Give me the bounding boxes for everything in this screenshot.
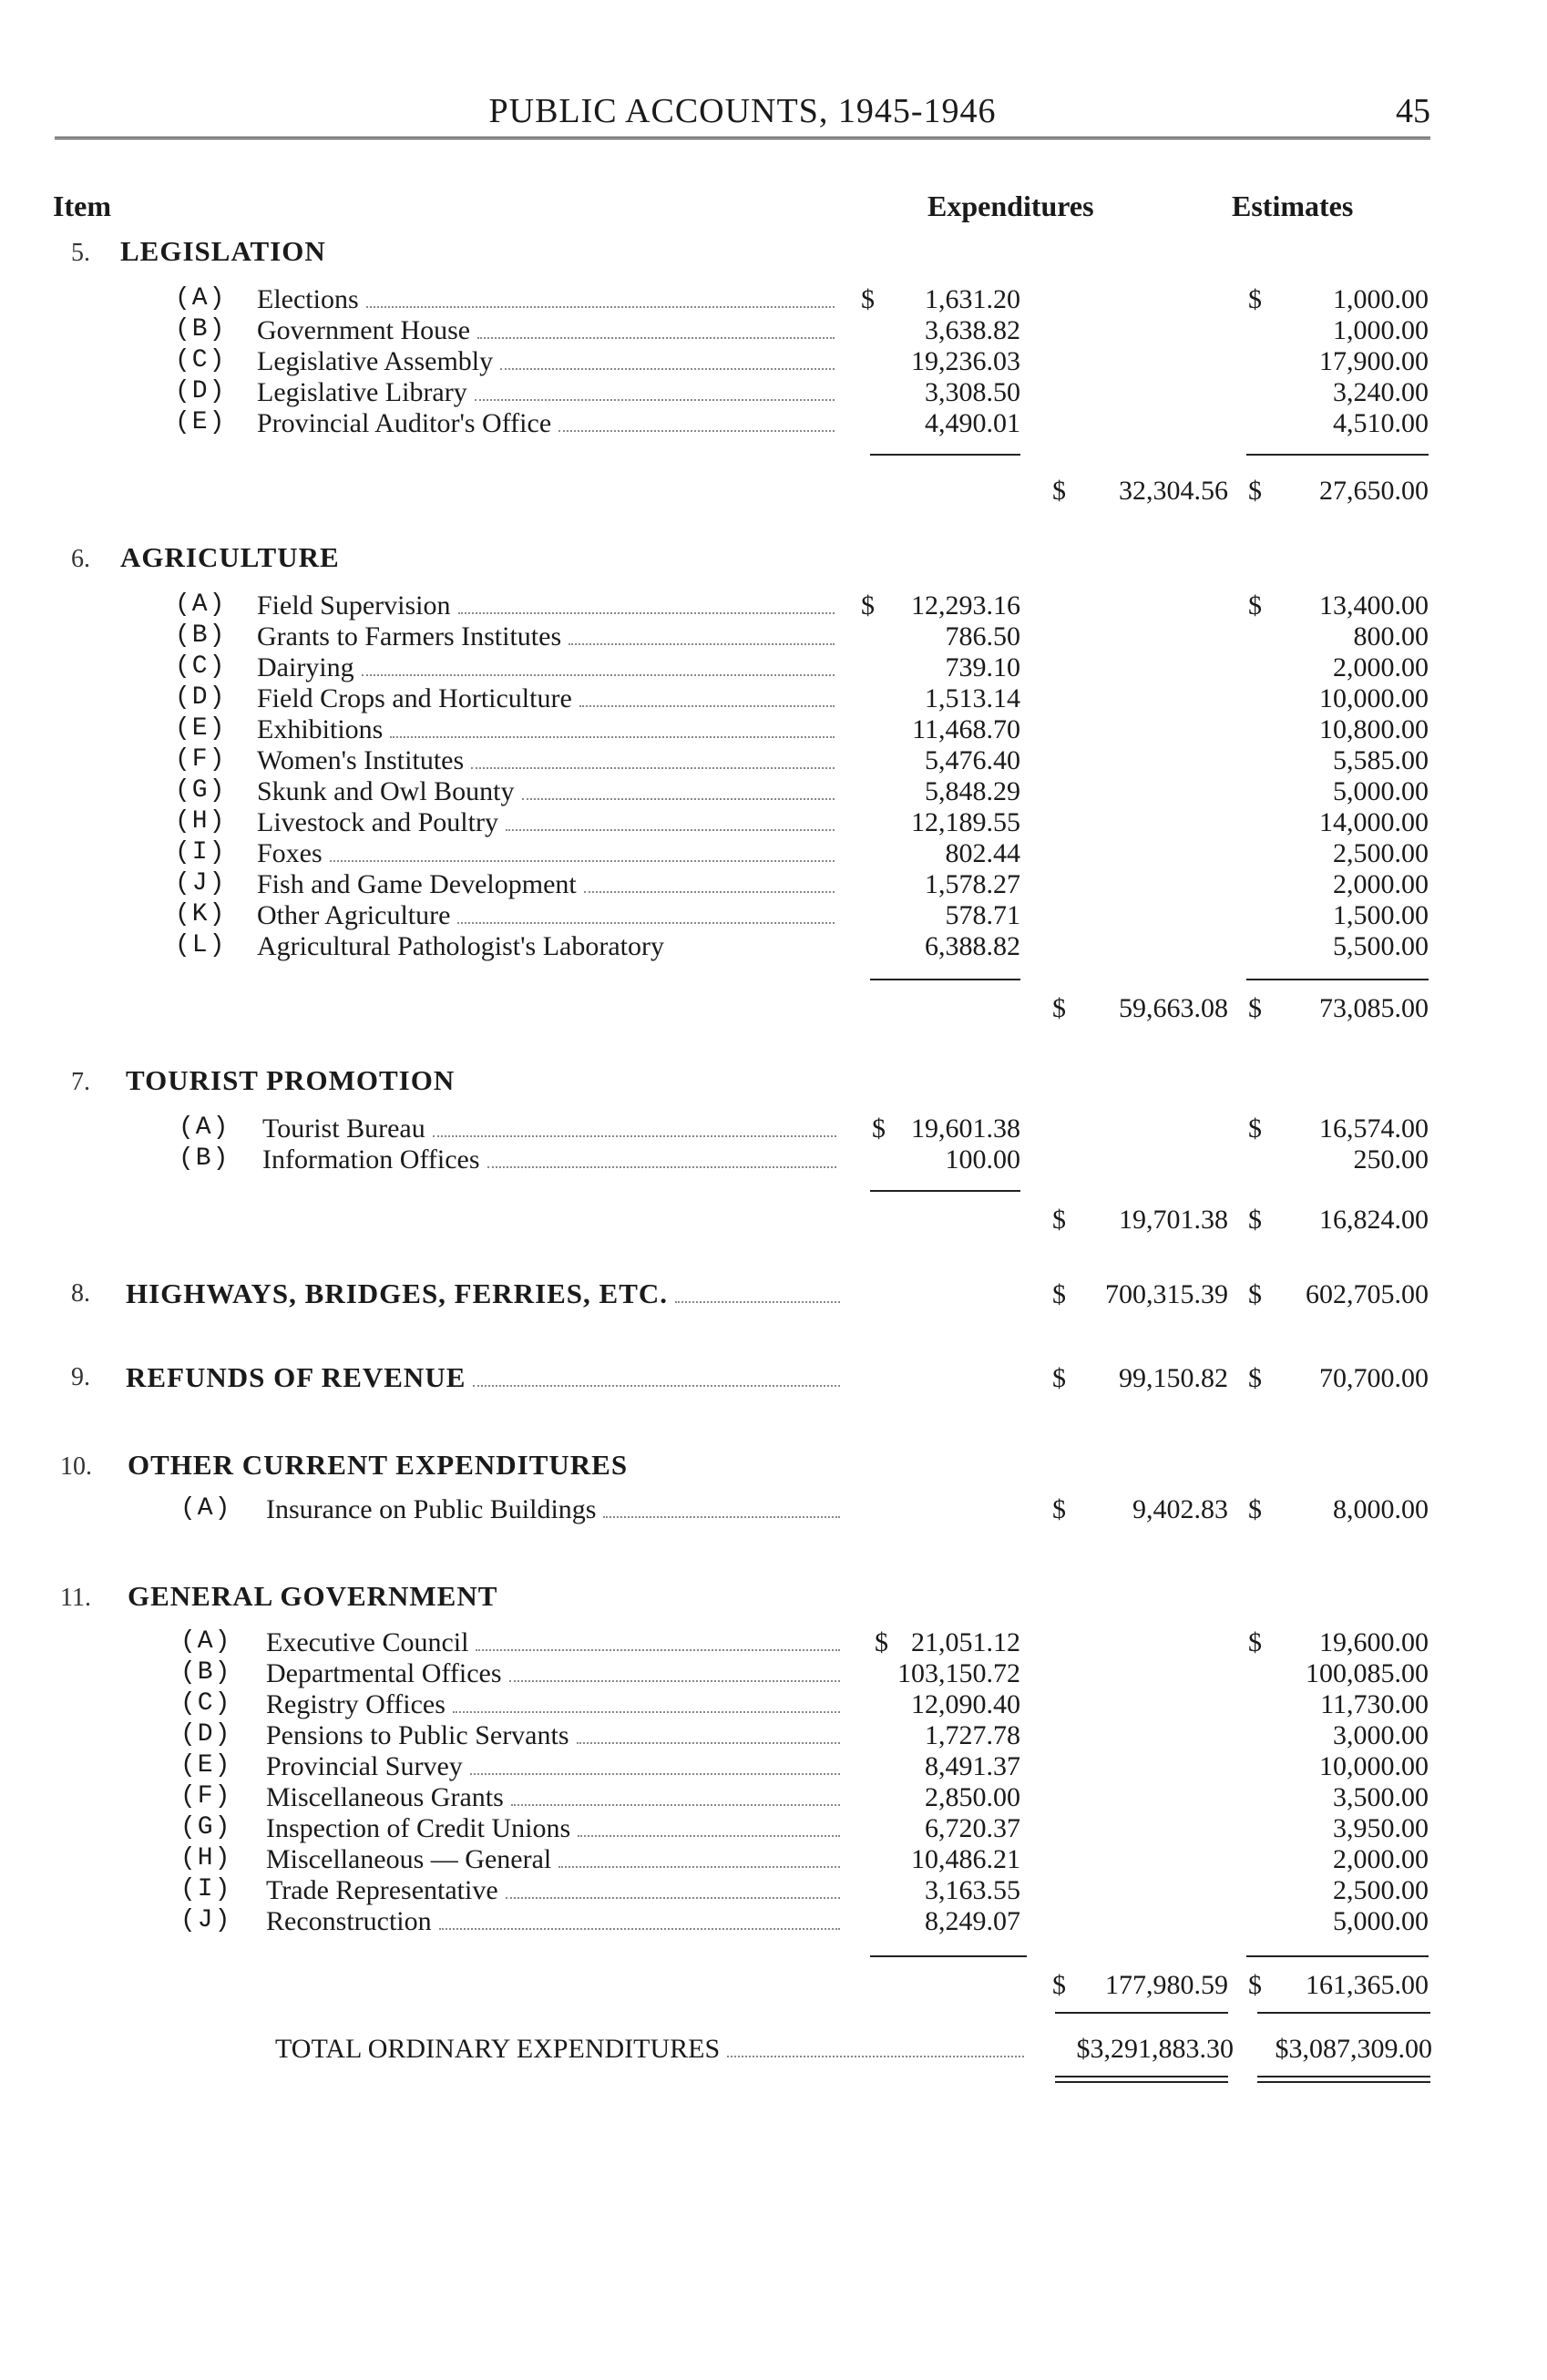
expenditure-value: 739.10 [945, 652, 1020, 682]
section-title: GENERAL GOVERNMENT [128, 1580, 498, 1612]
dollar-sign: $ [1248, 1494, 1262, 1524]
expenditure-value: 100.00 [945, 1144, 1020, 1175]
grand-total-label: TOTAL ORDINARY EXPENDITURES [275, 2034, 1030, 2065]
section-number: 10. [60, 1452, 92, 1481]
subtotal-rule [870, 979, 1020, 980]
expenditure-value: 1,631.20 [925, 284, 1020, 314]
section-total-amounts [0, 1363, 1547, 1394]
table-row [0, 931, 1547, 962]
dollar-sign: $ [1052, 476, 1066, 506]
section-total-estimate: 161,365.00 [1306, 1970, 1429, 2000]
section-total-estimate: 73,085.00 [1319, 993, 1429, 1023]
section-number: 11. [60, 1584, 91, 1612]
estimate-value: 2,500.00 [1333, 838, 1429, 868]
section-title: REFUNDS OF REVENUE [126, 1361, 845, 1394]
estimate-value: 13,400.00 [1319, 590, 1429, 621]
expenditure-value: 1,727.78 [925, 1720, 1020, 1750]
subtotal-rule [1055, 2012, 1228, 2014]
section-total-estimate: 8,000.00 [1333, 1494, 1429, 1524]
expenditure-value: 3,308.50 [925, 377, 1020, 407]
expenditure-value: 1,513.14 [925, 683, 1020, 713]
dollar-sign: $ [1052, 1205, 1066, 1235]
page-title: PUBLIC ACCOUNTS, 1945-1946 [488, 92, 997, 130]
row-label: Information Offices [262, 1144, 842, 1175]
estimate-value: 2,000.00 [1333, 652, 1429, 682]
row-label: Foxes [257, 838, 840, 869]
section-total-estimate: 16,824.00 [1319, 1205, 1429, 1235]
row-letter: (I) [175, 838, 227, 867]
row-letter: (C) [180, 1689, 232, 1718]
dollar-sign: $ [1248, 284, 1262, 314]
expenditure-value: 5,848.29 [925, 776, 1020, 806]
section-title: LEGISLATION [120, 235, 326, 267]
section-title: AGRICULTURE [120, 541, 340, 573]
page-number: 45 [1396, 92, 1430, 130]
table-row [0, 838, 1547, 869]
row-label: Elections [257, 284, 840, 315]
subtotal-rule [1246, 1955, 1429, 1957]
row-label: Government House [257, 315, 840, 346]
table-row [0, 315, 1547, 346]
expenditure-value: 21,051.12 [911, 1627, 1020, 1657]
row-letter: (A) [180, 1627, 232, 1656]
table-row [0, 1906, 1547, 1937]
row-letter: (B) [175, 621, 227, 650]
section-title: HIGHWAYS, BRIDGES, FERRIES, ETC. [126, 1277, 845, 1310]
grand-total-amounts [0, 2034, 1547, 2065]
section-total-estimate: 70,700.00 [1319, 1363, 1429, 1393]
table-row [0, 408, 1547, 439]
row-label: Grants to Farmers Institutes [257, 621, 840, 652]
dollar-sign: $ [861, 284, 875, 314]
dollar-sign: $ [1248, 1113, 1262, 1144]
table-row [0, 1844, 1547, 1875]
row-letter: (A) [180, 1494, 232, 1523]
row-letter: (C) [175, 652, 227, 681]
section-number: 8. [71, 1279, 90, 1308]
row-letter: (B) [179, 1144, 231, 1173]
row-label: Registry Offices [266, 1689, 845, 1720]
table-row [0, 1782, 1547, 1813]
estimate-value: 16,574.00 [1319, 1113, 1429, 1144]
dollar-sign: $ [1248, 476, 1262, 506]
estimate-value: 1,000.00 [1333, 315, 1429, 345]
expenditure-value: 12,189.55 [911, 807, 1020, 837]
estimate-value: 2,000.00 [1333, 1844, 1429, 1874]
dollar-sign: $ [1052, 1970, 1066, 2000]
section-total-row [0, 1970, 1547, 2001]
row-label: Miscellaneous Grants [266, 1782, 845, 1813]
expenditure-value: 578.71 [945, 900, 1020, 930]
table-row [0, 621, 1547, 652]
row-letter: (E) [175, 714, 227, 743]
expenditure-value: 1,578.27 [925, 869, 1020, 899]
expenditure-value: 10,486.21 [911, 1844, 1020, 1874]
estimate-value: 17,900.00 [1319, 346, 1429, 376]
subtotal-rule [870, 1190, 1020, 1192]
estimate-value: 10,800.00 [1319, 714, 1429, 744]
dollar-sign: $ [872, 1113, 886, 1144]
expenditure-value: 19,601.38 [911, 1113, 1020, 1144]
expenditure-value: 11,468.70 [912, 714, 1020, 744]
expenditure-value: 3,163.55 [925, 1875, 1020, 1905]
section-total-expenditure: 177,980.59 [1105, 1970, 1228, 2000]
row-label: Other Agriculture [257, 900, 840, 931]
row-label: Women's Institutes [257, 745, 840, 776]
row-label: Insurance on Public Buildings [266, 1494, 845, 1525]
expenditure-value: 8,249.07 [925, 1906, 1020, 1936]
row-label: Tourist Bureau [262, 1113, 842, 1144]
section-title: OTHER CURRENT EXPENDITURES [128, 1449, 629, 1481]
row-label: Executive Council [266, 1627, 845, 1658]
row-label: Provincial Survey [266, 1751, 845, 1782]
section-total-estimate: 602,705.00 [1306, 1279, 1429, 1309]
row-letter: (J) [175, 869, 227, 898]
row-label: Miscellaneous — General [266, 1844, 845, 1875]
table-row [0, 1875, 1547, 1906]
section-total-row [0, 476, 1547, 507]
row-letter: (E) [180, 1751, 232, 1780]
section-number: 7. [71, 1068, 90, 1096]
subtotal-rule [1246, 454, 1429, 456]
section-total-amounts [0, 1494, 1547, 1525]
table-row [0, 1720, 1547, 1751]
estimate-value: 5,500.00 [1333, 931, 1429, 961]
expenditure-value: 103,150.72 [897, 1658, 1020, 1688]
estimate-value: 4,510.00 [1333, 408, 1429, 438]
expenditure-value: 6,720.37 [925, 1813, 1020, 1843]
estimate-value: 3,950.00 [1333, 1813, 1429, 1843]
section-total-expenditure: 32,304.56 [1119, 476, 1228, 506]
row-label: Departmental Offices [266, 1658, 845, 1689]
table-row [0, 807, 1547, 838]
section-number: 9. [71, 1363, 90, 1391]
table-row [0, 714, 1547, 745]
estimate-value: 1,500.00 [1333, 900, 1429, 930]
row-label: Reconstruction [266, 1906, 845, 1937]
expenditure-value: 8,491.37 [925, 1751, 1020, 1781]
table-row [0, 377, 1547, 408]
table-row [0, 284, 1547, 315]
dollar-sign: $ [875, 1627, 888, 1657]
estimate-value: 5,000.00 [1333, 776, 1429, 806]
grand-total-estimate: $3,087,309.00 [1275, 2034, 1432, 2064]
expenditure-value: 6,388.82 [925, 931, 1020, 961]
grand-total-expenditure: $3,291,883.30 [1076, 2034, 1234, 2064]
table-row [0, 652, 1547, 683]
row-label: Dairying [257, 652, 840, 683]
estimate-value: 3,240.00 [1333, 377, 1429, 407]
row-label: Provincial Auditor's Office [257, 408, 840, 439]
estimate-value: 3,500.00 [1333, 1782, 1429, 1812]
section-total-expenditure: 19,701.38 [1119, 1205, 1228, 1235]
section-total-expenditure: 59,663.08 [1119, 993, 1228, 1023]
estimate-value: 10,000.00 [1319, 683, 1429, 713]
row-letter: (F) [175, 745, 227, 774]
table-row [0, 1113, 1547, 1144]
expenditure-value: 802.44 [945, 838, 1020, 868]
estimate-value: 5,000.00 [1333, 1906, 1429, 1936]
row-label: Legislative Assembly [257, 346, 840, 377]
estimate-value: 14,000.00 [1319, 807, 1429, 837]
dollar-sign: $ [1248, 1627, 1262, 1657]
estimate-value: 3,000.00 [1333, 1720, 1429, 1750]
row-letter: (F) [180, 1782, 232, 1811]
estimate-value: 2,000.00 [1333, 869, 1429, 899]
expenditure-value: 2,850.00 [925, 1782, 1020, 1812]
grand-total-double-rule [1055, 2076, 1228, 2083]
row-label: Field Crops and Horticulture [257, 683, 840, 714]
table-row [0, 900, 1547, 931]
row-letter: (A) [175, 284, 227, 313]
row-letter: (D) [180, 1720, 232, 1749]
expenditure-value: 786.50 [945, 621, 1020, 651]
dollar-sign: $ [1248, 590, 1262, 621]
section-number: 5. [71, 239, 90, 267]
estimate-value: 2,500.00 [1333, 1875, 1429, 1905]
estimate-value: 19,600.00 [1319, 1627, 1429, 1657]
dollar-sign: $ [1248, 1970, 1262, 2000]
section-number: 6. [71, 545, 90, 573]
row-label: Livestock and Poultry [257, 807, 840, 838]
table-row [0, 1751, 1547, 1782]
expenditure-value: 19,236.03 [911, 346, 1020, 376]
section-total-row [0, 993, 1547, 1024]
section-total-amounts [0, 1279, 1547, 1310]
row-letter: (D) [175, 683, 227, 712]
section-total-expenditure: 700,315.39 [1105, 1279, 1228, 1309]
row-label: Agricultural Pathologist's Laboratory [257, 931, 664, 961]
expenditure-value: 12,090.40 [911, 1689, 1020, 1719]
dollar-sign: $ [1052, 1363, 1066, 1393]
section-total-expenditure: 99,150.82 [1119, 1363, 1228, 1393]
expenditure-value: 12,293.16 [911, 590, 1020, 621]
row-letter: (G) [175, 776, 227, 805]
row-letter: (A) [179, 1113, 231, 1142]
subtotal-rule [870, 1955, 1027, 1957]
estimate-value: 250.00 [1353, 1144, 1429, 1175]
table-row [0, 1144, 1547, 1175]
column-header-expenditures: Expenditures [927, 190, 1094, 222]
estimate-value: 5,585.00 [1333, 745, 1429, 775]
dollar-sign: $ [1248, 993, 1262, 1023]
row-letter: (B) [180, 1658, 232, 1687]
row-label: Legislative Library [257, 377, 840, 408]
column-header-estimates: Estimates [1232, 190, 1354, 222]
row-letter: (K) [175, 900, 227, 928]
table-row [0, 683, 1547, 714]
estimate-value: 800.00 [1353, 621, 1429, 651]
table-row [0, 1658, 1547, 1689]
table-row [0, 776, 1547, 807]
section-title: TOURIST PROMOTION [126, 1064, 456, 1096]
estimate-value: 10,000.00 [1319, 1751, 1429, 1781]
grand-total-double-rule [1257, 2076, 1430, 2083]
subtotal-rule [870, 454, 1020, 456]
row-letter: (H) [180, 1844, 232, 1872]
row-letter: (C) [175, 346, 227, 374]
row-letter: (E) [175, 408, 227, 436]
row-letter: (J) [180, 1906, 232, 1934]
dollar-sign: $ [1052, 1494, 1066, 1524]
row-label: Skunk and Owl Bounty [257, 776, 840, 807]
estimate-value: 100,085.00 [1306, 1658, 1429, 1688]
estimate-value: 1,000.00 [1333, 284, 1429, 314]
row-letter: (B) [175, 315, 227, 344]
table-row [0, 1689, 1547, 1720]
row-letter: (G) [180, 1813, 232, 1841]
row-letter: (I) [180, 1875, 232, 1903]
table-row [0, 590, 1547, 621]
table-row [0, 745, 1547, 776]
section-total-expenditure: 9,402.83 [1132, 1494, 1228, 1524]
dollar-sign: $ [861, 590, 875, 621]
page-header [55, 91, 1430, 139]
table-row [0, 1627, 1547, 1658]
dollar-sign: $ [1248, 1205, 1262, 1235]
column-header-item: Item [53, 190, 111, 222]
row-letter: (H) [175, 807, 227, 836]
row-label: Exhibitions [257, 714, 840, 745]
row-letter: (D) [175, 377, 227, 405]
dollar-sign: $ [1248, 1363, 1262, 1393]
row-label: Field Supervision [257, 590, 840, 621]
table-row [0, 869, 1547, 900]
row-label: Trade Representative [266, 1875, 845, 1906]
row-label: Inspection of Credit Unions [266, 1813, 845, 1844]
row-letter: (L) [175, 931, 227, 959]
dollar-sign: $ [1052, 993, 1066, 1023]
dollar-sign: $ [1248, 1279, 1262, 1309]
dollar-sign: $ [1052, 1279, 1066, 1309]
expenditure-value: 4,490.01 [925, 408, 1020, 438]
section-total-row [0, 1205, 1547, 1236]
estimate-value: 11,730.00 [1320, 1689, 1429, 1719]
expenditure-value: 3,638.82 [925, 315, 1020, 345]
table-row [0, 346, 1547, 377]
table-row [0, 1813, 1547, 1844]
row-label: Fish and Game Development [257, 869, 840, 900]
row-letter: (A) [175, 590, 227, 619]
expenditure-value: 5,476.40 [925, 745, 1020, 775]
section-total-estimate: 27,650.00 [1319, 476, 1429, 506]
subtotal-rule [1257, 2012, 1430, 2014]
row-label: Pensions to Public Servants [266, 1720, 845, 1751]
subtotal-rule [1246, 979, 1429, 980]
